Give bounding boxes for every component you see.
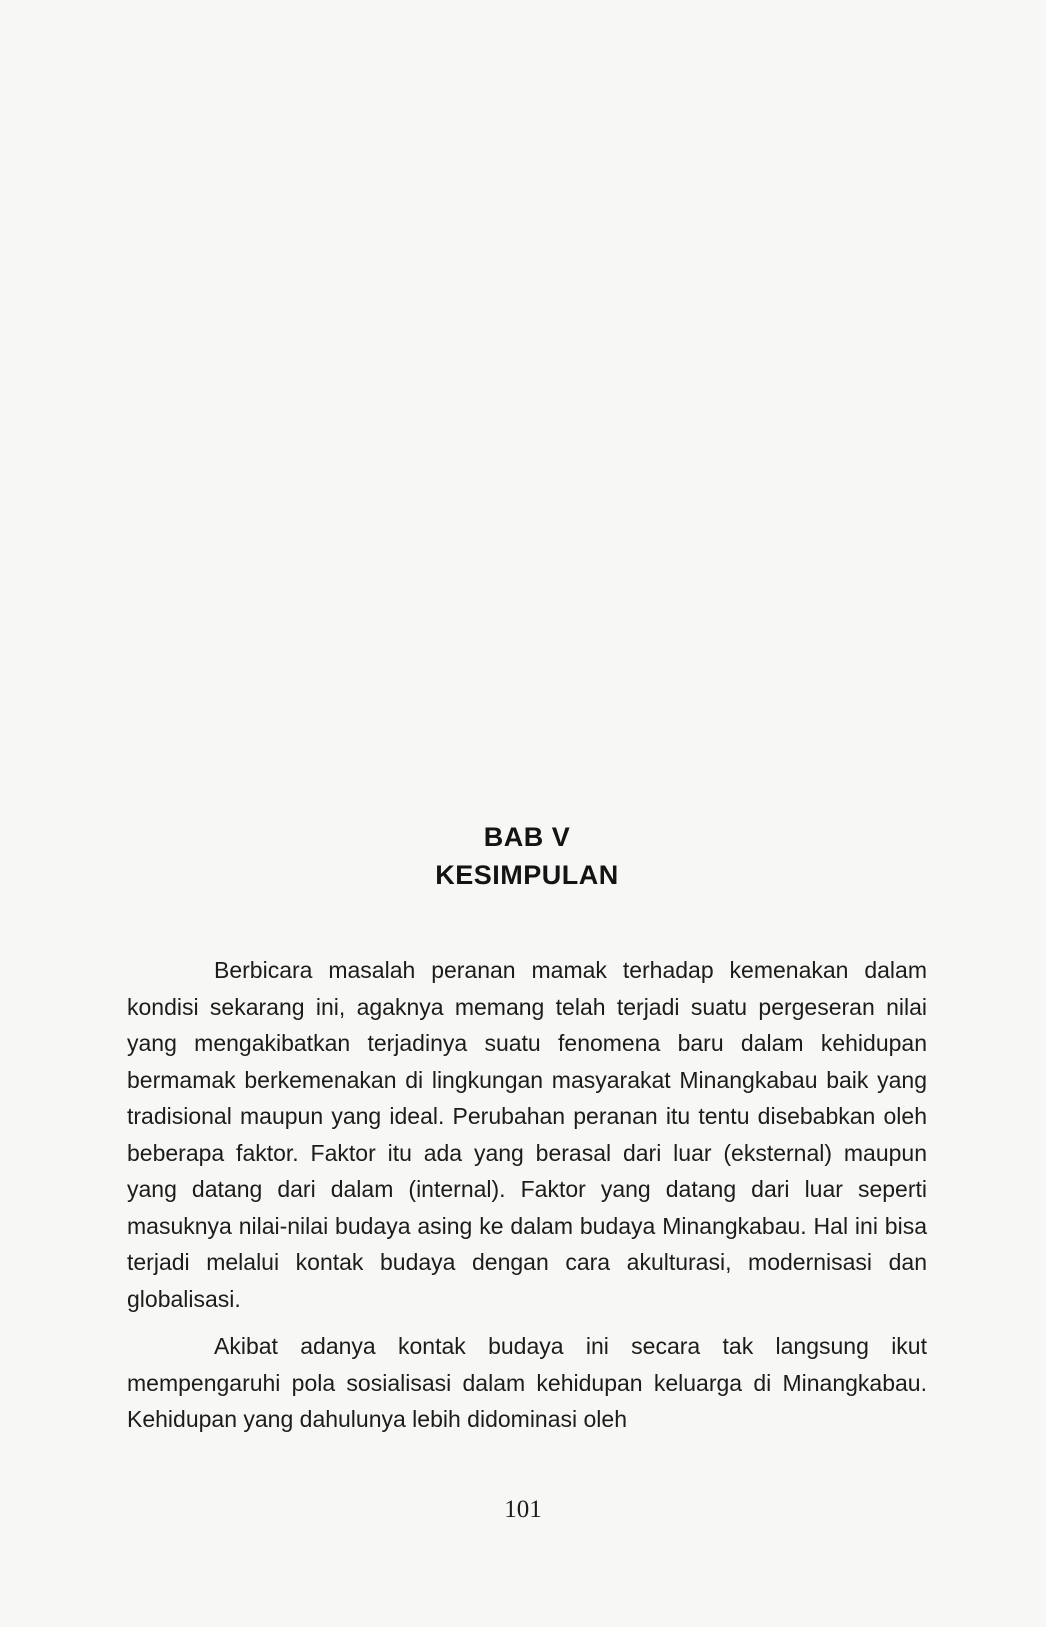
chapter-heading (127, 818, 927, 894)
page-number: 101 (504, 1496, 542, 1523)
chapter-title: KESIMPULAN (435, 860, 619, 890)
chapter-number: BAB V (483, 822, 571, 852)
paragraph-1: Berbicara masalah peranan mamak terhadap kemenakan dalam kondisi sekarang ini, agaknya memang telah terjadi suatu pergeseran nilai yang mengakibatkan terjadinya suatu fenomena baru dalam kehidupan bermamak berkemenakan di lingkungan masyarakat Minangkabau baik yang tradisional maupun yang ideal. Perubahan peranan itu tentu disebabkan oleh beberapa faktor. Faktor itu ada yang berasal dari luar (eksternal) maupun yang datang dari dalam (internal). Faktor yang datang dari luar seperti masuknya nilai-nilai budaya asing ke dalam budaya Minangkabau. Hal ini bisa terjadi melalui kontak budaya dengan cara akulturasi, modernisasi dan globalisasi. (127, 957, 927, 1312)
body-text (127, 952, 927, 1449)
paragraph-2: Akibat adanya kontak budaya ini secara tak langsung ikut mempengaruhi pola sosialisasi dalam kehidupan keluarga di Minangkabau. Kehidupan yang dahulunya lebih didominasi oleh (127, 1333, 927, 1432)
